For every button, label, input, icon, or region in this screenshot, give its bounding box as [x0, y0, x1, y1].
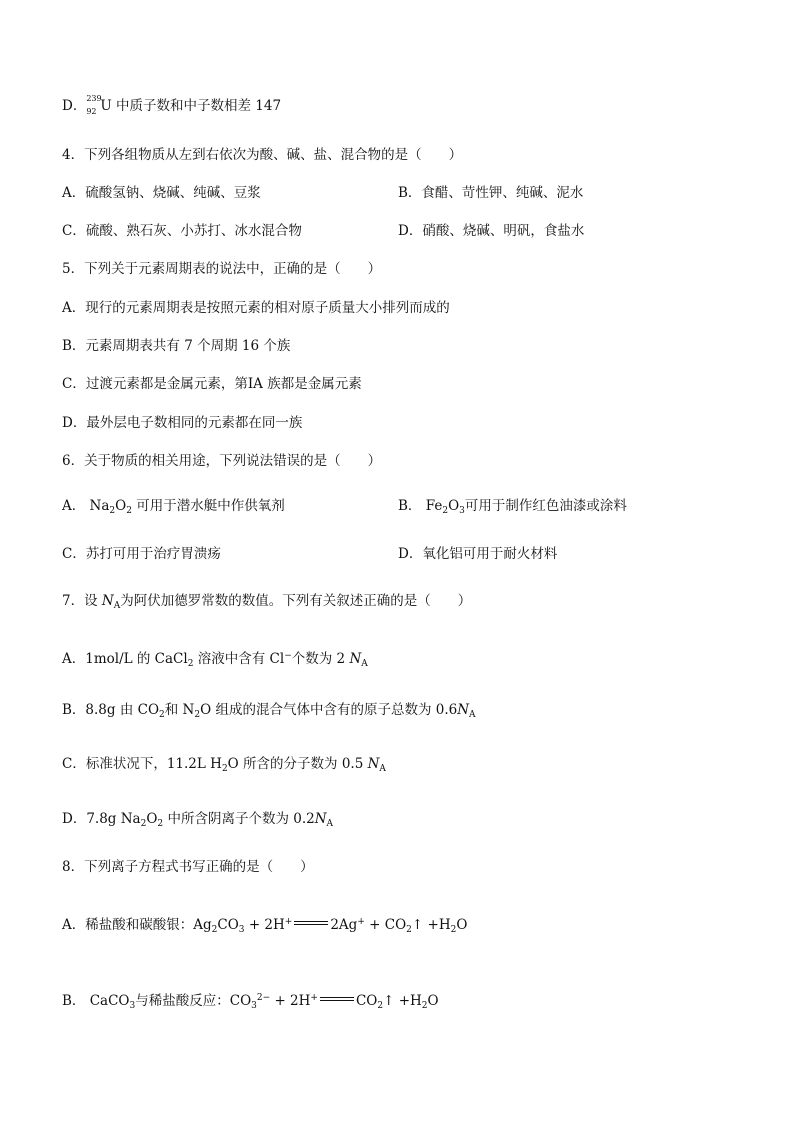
q5-option-c: C．过渡元素都是金属元素，第ⅠA 族都是金属元素	[62, 376, 362, 392]
q5-option-d: D．最外层电子数相同的元素都在同一族	[62, 415, 303, 431]
equals-arrow	[294, 921, 328, 925]
q4-option-b: B．食醋、苛性钾、纯碱、泥水	[398, 185, 584, 201]
q4-stem: 4．下列各组物质从左到右依次为酸、碱、盐、混合物的是（ ）	[62, 147, 463, 163]
q4-option-d: D．硝酸、烧碱、明矾，食盐水	[398, 223, 585, 239]
q8-stem: 8．下列离子方程式书写正确的是（ ）	[62, 859, 314, 875]
q7-stem: 7．设 $N_A$为阿伏加德罗常数的数值。下列有关叙述正确的是（ ）	[62, 593, 472, 611]
q6-option-c: C．苏打可用于治疗胃溃疡	[62, 546, 221, 562]
q7-option-d: D．7.8g $Na_2O_2$ 中所含阴离子个数为 $0.2N_A$	[62, 811, 334, 829]
q4-option-c: C．硫酸、熟石灰、小苏打、冰水混合物	[62, 223, 302, 239]
q5-stem: 5．下列关于元素周期表的说法中，正确的是（ ）	[62, 261, 382, 277]
q6-stem: 6．关于物质的相关用途，下列说法错误的是（ ）	[62, 453, 382, 469]
q8-option-a: A．稀盐酸和碳酸银：$Ag_2CO_3 + 2H^+$ $2Ag^+ + CO_2↑ +H_2O$	[62, 917, 468, 935]
nuclide-notation: 239 92	[86, 93, 102, 116]
equals-arrow	[320, 997, 354, 1001]
q4-option-a: A．硫酸氢钠、烧碱、纯碱、豆浆	[62, 185, 261, 201]
q3-option-d: D． 239 92 U 中质子数和中子数相差 147	[62, 93, 282, 116]
q5-option-b: B．元素周期表共有 7 个周期 16 个族	[62, 338, 291, 354]
q6-option-d: D．氧化铝可用于耐火材料	[398, 546, 558, 562]
q5-option-a: A．现行的元素周期表是按照元素的相对原子质量大小排列而成的	[62, 300, 450, 316]
q7-option-a: A．1mol/L 的 CaCl$_2$ 溶液中含有 Cl−个数为 2 $N_A$	[62, 651, 368, 669]
q7-option-c: C．标准状况下，11.2L $H_2O$ 所含的分子数为 0.5 $N_A$	[62, 756, 386, 774]
q8-option-b: B． CaCO$_3$与稀盐酸反应：$CO_3^{2-} + 2H^+$ $CO_2↑ +H_2O$	[62, 993, 439, 1011]
q7-option-b: B．8.8g 由 $CO_2$和 $N_2O$ 组成的混合气体中含有的原子总数为 $0.6N_A$	[62, 702, 476, 720]
q6-option-a: A． $Na_2O_2$ 可用于潜水艇中作供氧剂	[62, 498, 285, 516]
q6-option-b: B． $Fe_2O_3$可用于制作红色油漆或涂料	[398, 498, 627, 516]
